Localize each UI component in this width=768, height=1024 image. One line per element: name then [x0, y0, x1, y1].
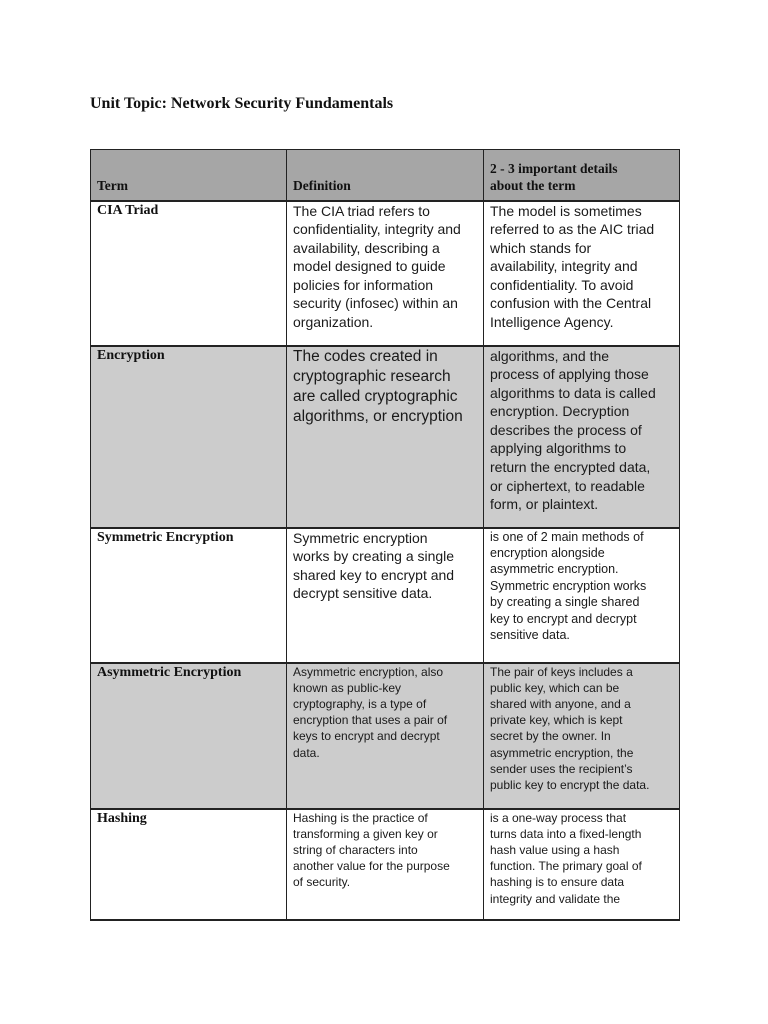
- table-row: [91, 663, 680, 809]
- definition-cell: Asymmetric encryption, also known as public-key cryptography, is a type of encryption that uses a pair of keys to encrypt and decrypt data.: [287, 663, 484, 809]
- header-definition: Definition: [287, 150, 484, 201]
- term-cell: CIA Triad: [91, 201, 287, 346]
- table-row: [91, 346, 680, 528]
- definition-cell: The CIA triad refers to confidentiality, integrity and availability, describing a model designed to guide policies for information security (infosec) within an organization.: [287, 201, 484, 346]
- term-cell: Asymmetric Encryption: [91, 663, 287, 809]
- header-details-label: 2 - 3 important details about the term: [490, 160, 618, 193]
- term-cell: Symmetric Encryption: [91, 528, 287, 663]
- terms-table: [90, 149, 680, 921]
- table-row: [91, 528, 680, 663]
- definition-cell: The codes created in cryptographic research are called cryptographic algorithms, or encryption: [287, 346, 484, 528]
- header-details: [484, 150, 680, 201]
- definition-cell: Hashing is the practice of transforming a given key or string of characters into another value for the purpose of security.: [287, 809, 484, 920]
- header-term: Term: [91, 150, 287, 201]
- term-cell: Encryption: [91, 346, 287, 528]
- details-cell: is one of 2 main methods of encryption alongside asymmetric encryption. Symmetric encryption works by creating a single shared key to encrypt and decrypt sensitive data.: [484, 528, 680, 663]
- details-cell: The pair of keys includes a public key, which can be shared with anyone, and a private key, which is kept secret by the owner. In asymmetric encryption, the sender uses the recipient’s public key to encrypt the data.: [484, 663, 680, 809]
- definition-cell: Symmetric encryption works by creating a single shared key to encrypt and decrypt sensitive data.: [287, 528, 484, 663]
- table-header-row: [91, 150, 680, 201]
- table-row: [91, 809, 680, 920]
- term-cell: Hashing: [91, 809, 287, 920]
- details-cell: is a one-way process that turns data into a fixed-length hash value using a hash function. The primary goal of hashing is to ensure data integrity and validate the: [484, 809, 680, 920]
- table-row: [91, 201, 680, 346]
- page-title: Unit Topic: Network Security Fundamentals: [90, 95, 394, 112]
- details-cell: algorithms, and the process of applying those algorithms to data is called encryption. Decryption describes the process of applying algorithms to return the encrypted data, or ciphertext, to readable form, or plaintext.: [484, 346, 680, 528]
- details-cell: The model is sometimes referred to as the AIC triad which stands for availability, integrity and confidentiality. To avoid confusion with the Central Intelligence Agency.: [484, 201, 680, 346]
